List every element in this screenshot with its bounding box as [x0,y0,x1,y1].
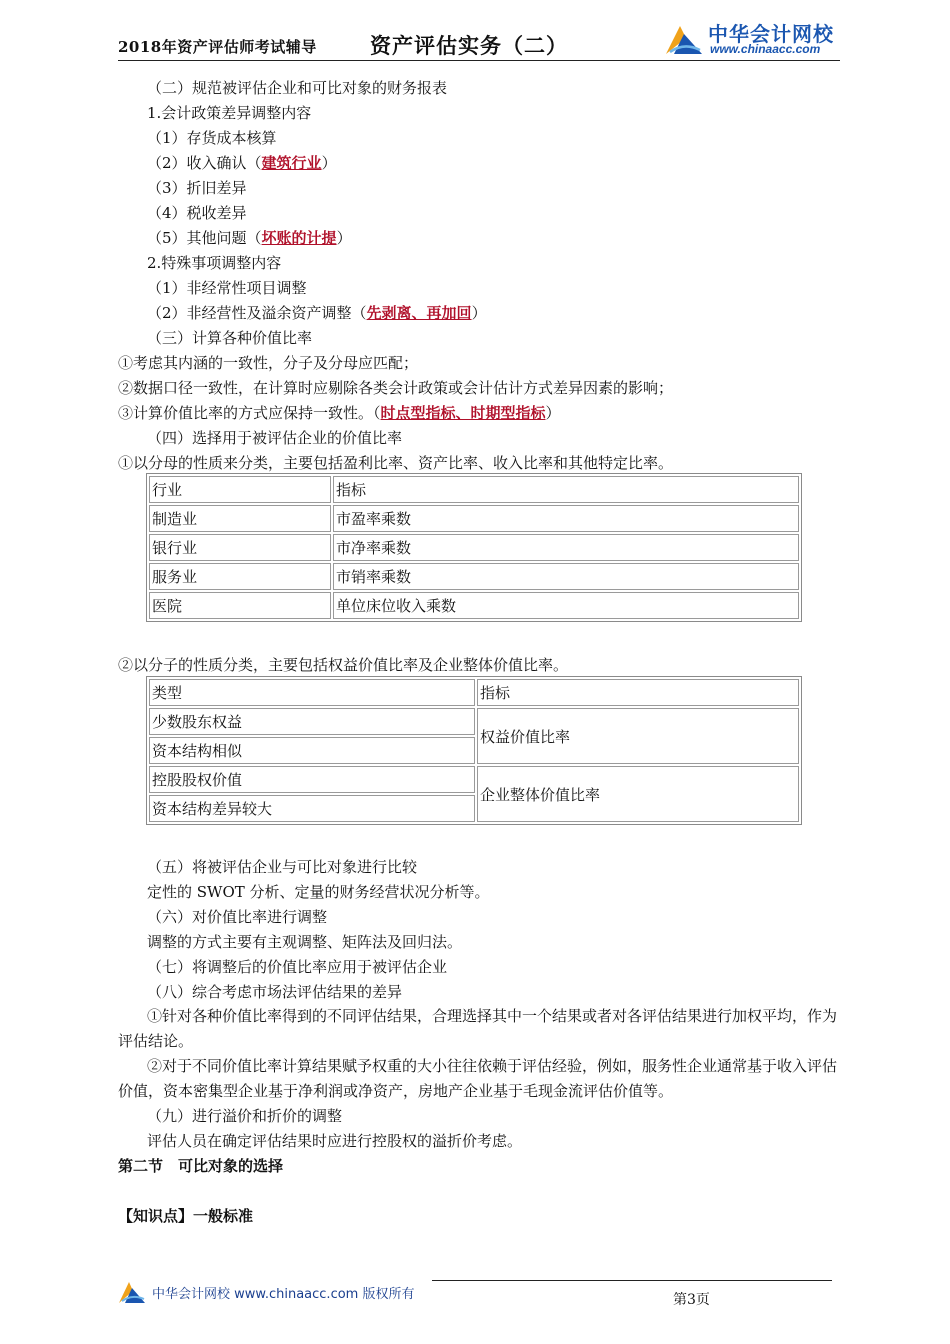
point-data-caliber: ②数据口径一致性，在计算时应剔除各类会计政策或会计估计方式差异因素的影响； [118,379,674,397]
special-items-heading: 2.特殊事项调整内容 [147,254,282,272]
paragraph-weight-experience: ②对于不同价值比率计算结果赋予权重的大小往往依赖于评估经验，例如，服务性企业通常基于收入评估价值，资本密集型企业基于净利润或净资产，房地产企业基于毛现金流评估价值等。 [118,1057,838,1100]
value-ratio-type-table [146,676,802,825]
table-cell: 市盈率乘数 [333,505,799,532]
table-cell: 医院 [149,592,331,619]
list-item-tax: （4）税收差异 [147,204,247,222]
text: ） [545,404,561,422]
highlight-strip-add: 先剥离、再加回 [366,304,472,322]
table-header-row [149,679,799,706]
table-row [149,766,799,793]
table-row [149,505,799,532]
table-cell-merged: 权益价值比率 [477,708,799,764]
logo-name: 中华会计网校 [708,22,834,46]
list-item-other [147,228,352,248]
logo-url: www.chinaacc.com [710,42,821,56]
section-2-title: 第二节 可比对象的选择 [118,1157,284,1175]
text: （2）收入确认（ [147,154,262,172]
comparison-methods: 定性的 SWOT 分析、定量的财务经营状况分析等。 [147,883,490,901]
table-header-cell: 指标 [333,476,799,503]
table-cell: 银行业 [149,534,331,561]
text: ） [336,229,352,247]
subsection-3-heading: （三）计算各种价值比率 [147,329,313,347]
footer-divider [432,1280,832,1281]
table-cell: 资本结构差异较大 [149,795,475,822]
table-row [149,534,799,561]
paragraph-weighting: ①针对各种价值比率得到的不同评估结果，合理选择其中一个结果或者对各评估结果进行加权平均，作为评估结论。 [118,1007,838,1050]
policy-diff-heading: 1.会计政策差异调整内容 [147,104,312,122]
highlight-indicators: 时点型指标、时期型指标 [380,404,546,422]
table-row [149,592,799,619]
text: ） [471,304,487,322]
highlight-construction: 建筑行业 [261,154,322,172]
text: ） [321,154,337,172]
brand-logo [664,16,840,56]
footer-copyright: 中华会计网校 www.chinaacc.com 版权所有 [152,1287,415,1302]
header-divider [118,60,840,61]
table-cell: 单位床位收入乘数 [333,592,799,619]
table-header-cell: 指标 [477,679,799,706]
table-cell: 少数股东权益 [149,708,475,735]
text: （2）非经营性及溢余资产调整（ [147,304,367,322]
numerator-classification: ②以分子的性质分类，主要包括权益价值比率及企业整体价值比率。 [118,656,569,674]
table-cell: 制造业 [149,505,331,532]
denominator-classification: ①以分母的性质来分类，主要包括盈利比率、资产比率、收入比率和其他特定比率。 [118,454,674,472]
knowledge-point-title: 【知识点】一般标准 [118,1207,254,1225]
list-item-depreciation: （3）折旧差异 [147,179,247,197]
industry-ratio-table [146,473,802,622]
header-subject-title: 资产评估实务（二） [370,33,568,58]
table-cell: 控股股权价值 [149,766,475,793]
subsection-2-heading: （二）规范被评估企业和可比对象的财务报表 [147,79,448,97]
page-number: 第3页 [673,1292,710,1308]
subsection-4-heading: （四）选择用于被评估企业的价值比率 [147,429,403,447]
footer-logo-icon [118,1278,146,1304]
table-cell: 市销率乘数 [333,563,799,590]
list-item-nonoperating [147,303,487,323]
text: （5）其他问题（ [147,229,262,247]
table-header-cell: 类型 [149,679,475,706]
list-item-inventory: （1）存货成本核算 [147,129,277,147]
table-cell: 资本结构相似 [149,737,475,764]
list-item-nonrecurring: （1）非经常性项目调整 [147,279,307,297]
header-course-title: 2018年资产评估师考试辅导 [118,38,317,56]
premium-discount-note: 评估人员在确定评估结果时应进行控股权的溢折价考虑。 [147,1132,523,1150]
logo-mark-icon [664,20,704,56]
subsection-8-heading: （八）综合考虑市场法评估结果的差异 [147,983,403,1001]
point-calc-method [118,403,561,423]
highlight-bad-debt: 坏账的计提 [261,229,337,247]
table-row [149,563,799,590]
subsection-5-heading: （五）将被评估企业与可比对象进行比较 [147,858,418,876]
table-row [149,708,799,735]
subsection-7-heading: （七）将调整后的价值比率应用于被评估企业 [147,958,448,976]
adjustment-methods: 调整的方式主要有主观调整、矩阵法及回归法。 [147,933,463,951]
text: ③计算价值比率的方式应保持一致性。（ [118,404,381,422]
list-item-revenue [147,153,337,173]
table-cell: 服务业 [149,563,331,590]
table-cell: 市净率乘数 [333,534,799,561]
subsection-6-heading: （六）对价值比率进行调整 [147,908,328,926]
point-consistency: ①考虑其内涵的一致性，分子及分母应匹配； [118,354,419,372]
table-cell-merged: 企业整体价值比率 [477,766,799,822]
subsection-9-heading: （九）进行溢价和折价的调整 [147,1107,343,1125]
table-header-cell: 行业 [149,476,331,503]
page-header [118,14,840,62]
table-header-row [149,476,799,503]
